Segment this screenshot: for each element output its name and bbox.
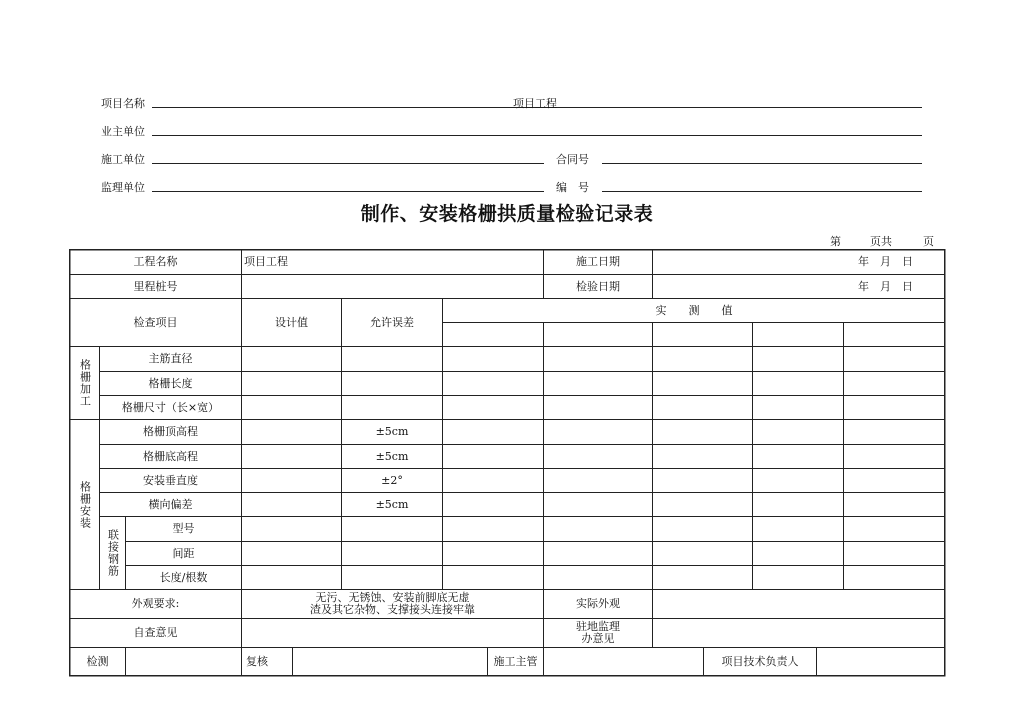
resident-supervisor-label <box>544 619 652 647</box>
tolerance-bottom-elevation: ±5cm <box>375 449 409 463</box>
project-name-cell-label: 工程名称 <box>133 255 178 268</box>
item-model: 型号 <box>172 522 195 535</box>
footer-tech-lead-label: 项目技术负责人 <box>721 654 799 668</box>
project-name-cell-value[interactable]: 项目工程 <box>244 255 288 268</box>
tolerance-lateral-deviation: ±5cm <box>375 497 409 511</box>
owner-label: 业主单位 <box>101 125 145 138</box>
tolerance-header: 允许误差 <box>370 315 414 329</box>
page-title: 制作、安装格栅拱质量检验记录表 <box>360 203 654 225</box>
appearance-req-line1: 无污、无锈蚀、安装前脚底无虚 <box>315 591 470 604</box>
serial-no-label: 编 号 <box>556 181 589 194</box>
check-item-header: 检查项目 <box>133 315 178 329</box>
appearance-req-label: 外观要求: <box>131 597 180 610</box>
construction-date-value[interactable]: 年 月 日 <box>858 255 913 268</box>
footer-review-label: 复核 <box>246 654 268 668</box>
item-main-bar-diameter: 主筋直径 <box>148 352 193 365</box>
actual-appearance-label: 实际外观 <box>576 597 620 610</box>
appearance-req-text <box>242 590 543 618</box>
project-name-value: 项目工程 <box>513 97 557 110</box>
group-processing: 格栅加工 <box>78 359 92 407</box>
inspection-date-value[interactable]: 年 月 日 <box>858 279 913 293</box>
item-bottom-elevation: 格栅底高程 <box>143 449 198 463</box>
tolerance-verticality: ±2° <box>381 473 403 487</box>
resident-supervisor-line2: 办意见 <box>581 632 615 645</box>
contract-no-label: 合同号 <box>556 153 589 166</box>
item-grid-size: 格栅尺寸（长×宽） <box>121 400 220 414</box>
item-length-count: 长度/根数 <box>159 570 208 584</box>
item-spacing: 间距 <box>172 546 195 560</box>
construction-date-label: 施工日期 <box>576 255 620 268</box>
supervisor-label: 监理单位 <box>101 181 145 194</box>
self-check-label: 自查意见 <box>133 626 178 639</box>
item-grid-length: 格栅长度 <box>148 376 193 390</box>
item-lateral-deviation: 横向偏差 <box>148 497 193 511</box>
group-install: 格栅安装 <box>78 480 92 529</box>
item-top-elevation: 格栅顶高程 <box>143 425 198 438</box>
design-value-header: 设计值 <box>275 315 308 329</box>
mileage-label: 里程桩号 <box>133 279 178 293</box>
resident-supervisor-line1: 驻地监理 <box>576 620 620 633</box>
page-di: 第 <box>830 235 841 248</box>
footer-inspect-label: 检测 <box>86 654 109 668</box>
contractor-label: 施工单位 <box>101 153 145 166</box>
project-name-label: 项目名称 <box>101 97 145 110</box>
item-verticality: 安装垂直度 <box>143 473 198 487</box>
measured-header: 实 测 值 <box>655 303 733 317</box>
page-ye: 页 <box>923 235 934 248</box>
footer-site-manager-label: 施工主管 <box>493 654 538 668</box>
inspection-date-label: 检验日期 <box>576 279 620 293</box>
page-ye-gong: 页共 <box>870 235 892 248</box>
tolerance-top-elevation: ±5cm <box>375 425 409 438</box>
appearance-req-line2: 渣及其它杂物、支撑接头连接牢靠 <box>310 603 475 616</box>
group-tie-bar: 联接钢筋 <box>106 529 120 577</box>
